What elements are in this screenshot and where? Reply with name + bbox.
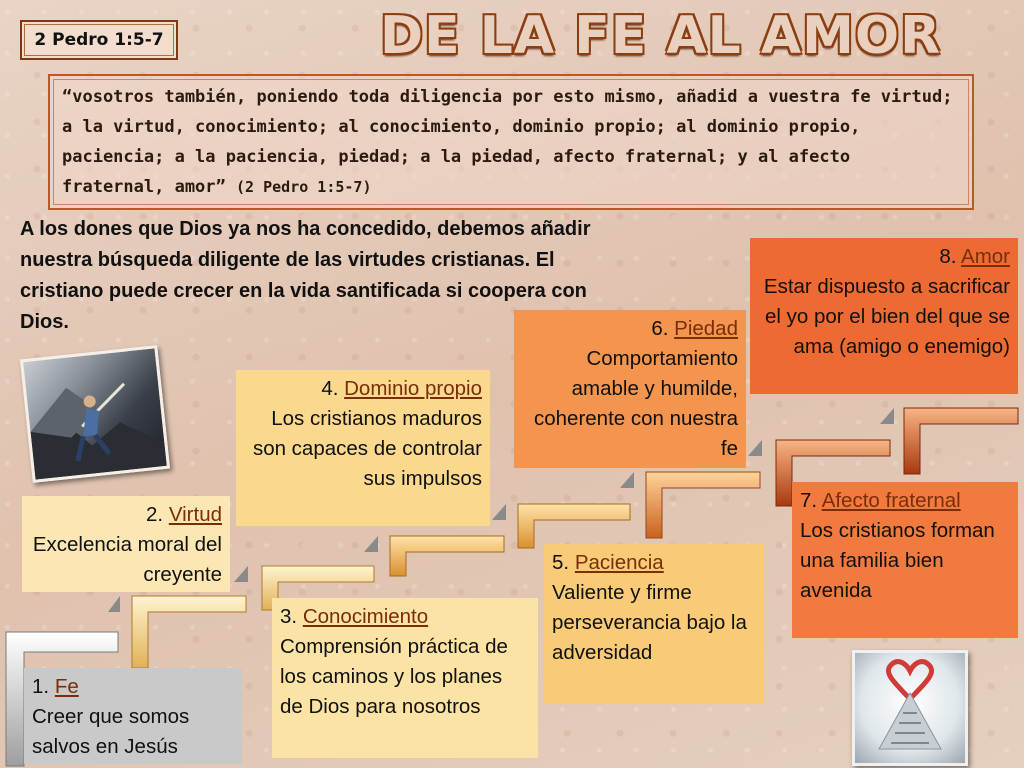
step-name: Dominio propio bbox=[344, 377, 482, 400]
step-5-paciencia bbox=[544, 544, 764, 704]
step-description: Comprensión práctica de los caminos y los planes de Dios para nosotros bbox=[280, 635, 508, 718]
step-number: 4. bbox=[321, 377, 339, 400]
intro-paragraph: A los dones que Dios ya nos ha concedido, debemos añadir nuestra búsqueda diligente de las virtudes cristianas. El cristiano puede crecer en la vida santificada si coopera con Dios. bbox=[20, 218, 591, 333]
heart-stairs-emblem bbox=[852, 650, 968, 766]
step-name: Fe bbox=[54, 675, 79, 698]
step-name: Afecto fraternal bbox=[821, 489, 961, 512]
step-number: 2. bbox=[146, 503, 164, 526]
step-3-conocimiento bbox=[272, 598, 538, 758]
step-number: 1. bbox=[32, 675, 50, 698]
step-description: Los cristianos maduros son capaces de controlar sus impulsos bbox=[252, 407, 482, 490]
step-name: Piedad bbox=[674, 317, 738, 340]
step-number: 7. bbox=[800, 489, 818, 512]
step-description: Los cristianos forman una familia bien avenida bbox=[800, 519, 995, 602]
step-2-virtud bbox=[22, 496, 230, 592]
step-name: Virtud bbox=[168, 503, 222, 526]
step-6-piedad bbox=[514, 310, 746, 468]
climber-photo bbox=[20, 345, 170, 483]
quote-body: “vosotros también, poniendo toda diligencia por esto mismo, añadid a vuestra fe virtud; a la virtud, conocimiento; al conocimiento, dominio propio; al dominio propio, paciencia; a la paciencia, piedad; a la piedad, afecto fraternal; y al afecto fraternal, amor” bbox=[62, 87, 953, 197]
step-description: Valiente y firme perseverancia bajo la adversidad bbox=[552, 581, 747, 664]
step-4-dominio-propio bbox=[236, 370, 490, 526]
step-number: 3. bbox=[280, 605, 298, 628]
step-name: Conocimiento bbox=[302, 605, 429, 628]
quote-text bbox=[62, 82, 960, 202]
step-description: Excelencia moral del creyente bbox=[32, 533, 222, 586]
quote-reference: (2 Pedro 1:5-7) bbox=[236, 178, 372, 196]
page-title: DE LA FE AL AMOR bbox=[380, 6, 942, 66]
step-description: Creer que somos salvos en Jesús bbox=[32, 705, 190, 758]
quote-box bbox=[48, 74, 974, 210]
step-number: 5. bbox=[552, 551, 570, 574]
step-8-amor bbox=[750, 238, 1018, 394]
step-name: Amor bbox=[961, 245, 1010, 268]
step-name: Paciencia bbox=[574, 551, 664, 574]
step-1-fe bbox=[24, 668, 242, 764]
step-description: Estar dispuesto a sacrificar el yo por el bien del que se ama (amigo o enemigo) bbox=[763, 275, 1010, 358]
step-description: Comportamiento amable y humilde, coherente con nuestra fe bbox=[534, 347, 738, 460]
step-7-afecto-fraternal bbox=[792, 482, 1018, 638]
step-number: 8. bbox=[939, 245, 957, 268]
reference-label: 2 Pedro 1:5-7 bbox=[20, 20, 178, 60]
step-number: 6. bbox=[651, 317, 669, 340]
